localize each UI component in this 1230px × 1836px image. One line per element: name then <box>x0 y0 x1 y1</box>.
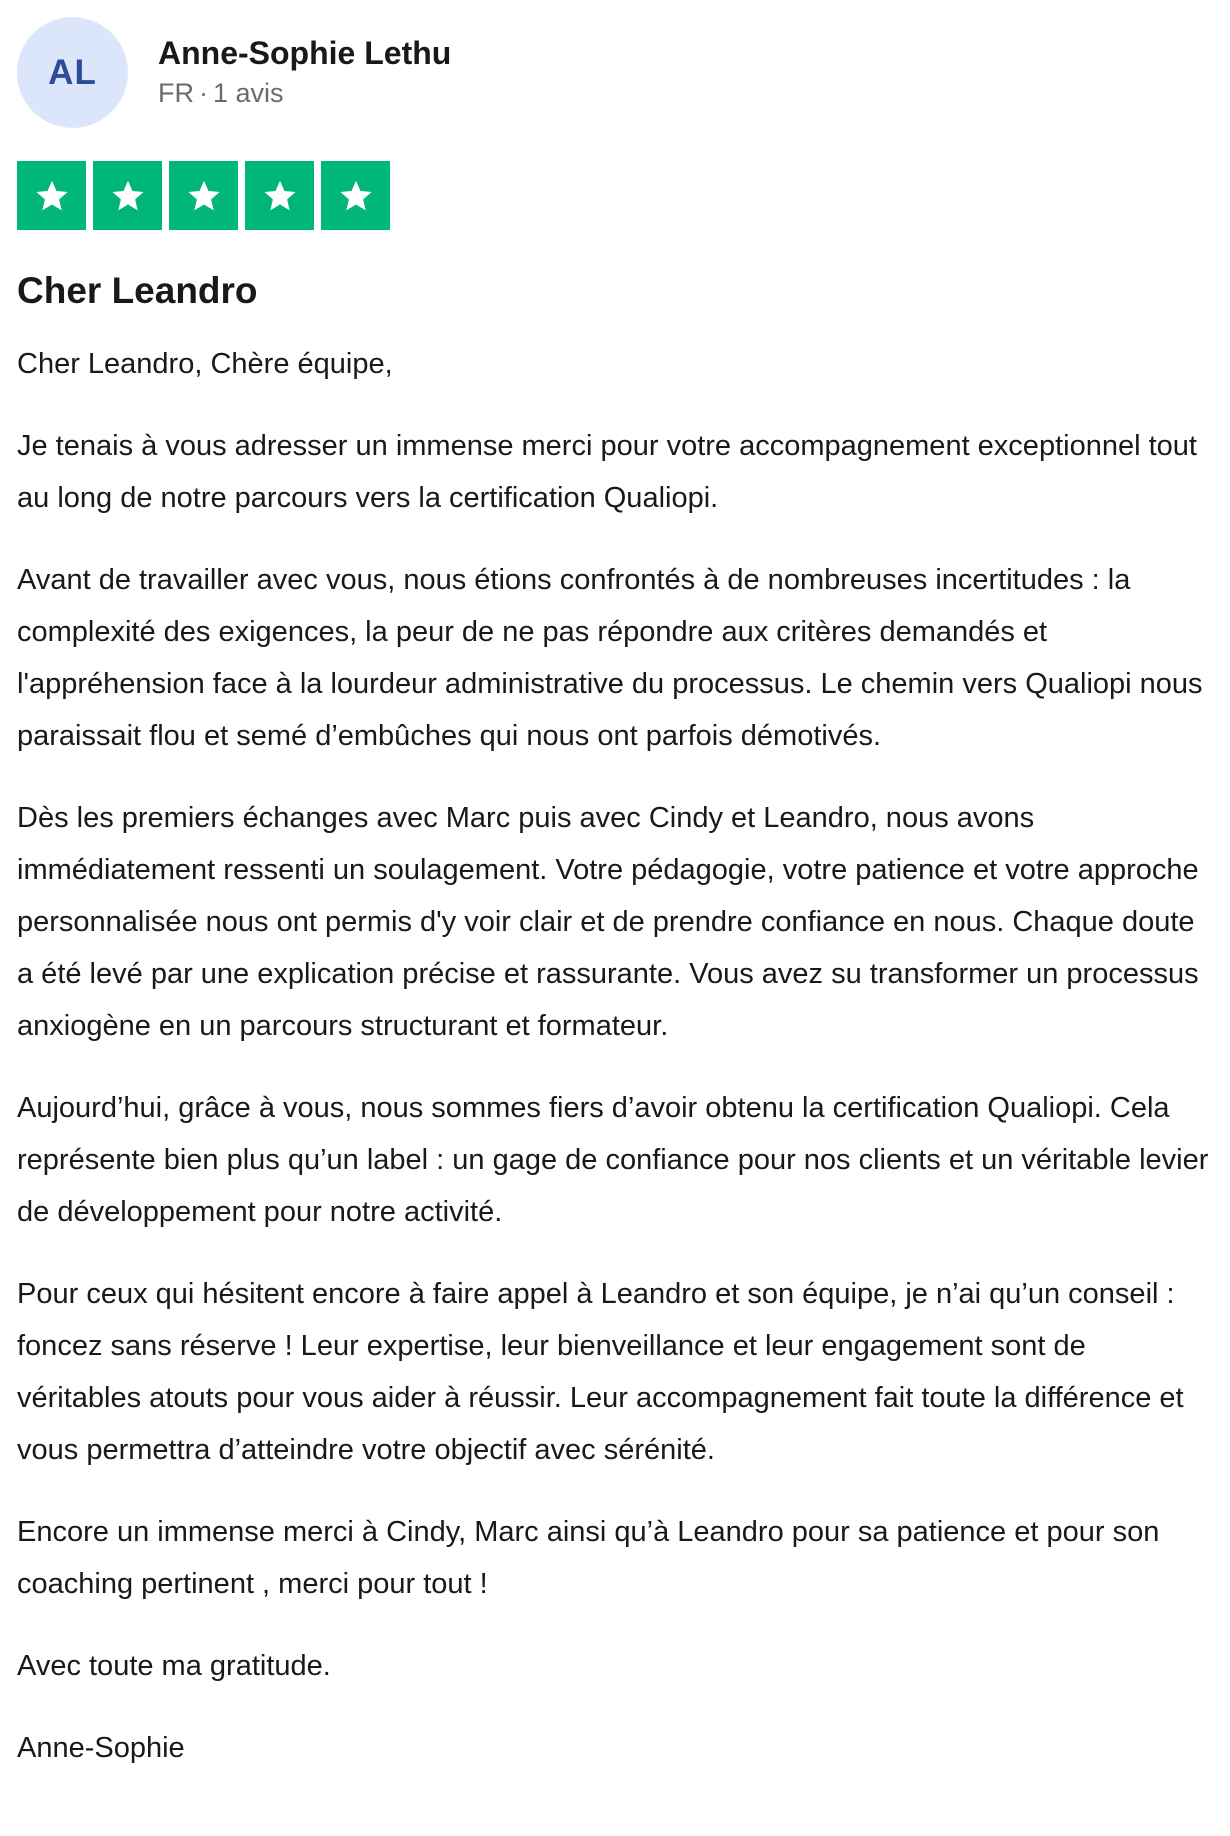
star-icon <box>321 161 390 230</box>
star-icon <box>17 161 86 230</box>
review-paragraph: Aujourd’hui, grâce à vous, nous sommes fiers d’avoir obtenu la certification Qualiopi. Cela représente bien plus qu’un label : un gage de confiance pour nos clients et un véritable levier de développement pour notre activité. <box>17 1092 1209 1228</box>
author-meta <box>158 76 451 110</box>
review-paragraph: Dès les premiers échanges avec Marc puis avec Cindy et Leandro, nous avons immédiatement ressenti un soulagement. Votre pédagogie, votre patience et votre approche personnalisée nous ont permis d'y voir clair et de prendre confiance en nous. Chaque doute a été levé par une explication précise et rassurante. Vous avez su transformer un processus anxiogène en un parcours structurant et formateur. <box>17 802 1199 1042</box>
author-name[interactable]: Anne-Sophie Lethu <box>158 34 452 71</box>
star-icon <box>245 161 314 230</box>
review-title[interactable]: Cher Leandro <box>17 270 258 311</box>
review-paragraph: Encore un immense merci à Cindy, Marc ainsi qu’à Leandro pour sa patience et pour son coaching pertinent , merci pour tout ! <box>17 1516 1160 1600</box>
review-paragraph: Cher Leandro, Chère équipe, <box>17 348 393 380</box>
author-info <box>158 33 451 110</box>
review-signature: Anne-Sophie <box>17 1732 185 1764</box>
review-paragraph: Pour ceux qui hésitent encore à faire appel à Leandro et son équipe, je n’ai qu’un conseil : foncez sans réserve ! Leur expertise, leur bienveillance et leur engagement sont de véritables atouts pour vous aider à réussir. Leur accompagnement fait toute la différence et vous permettra d’atteindre votre objectif avec sérénité. <box>17 1278 1184 1466</box>
review-paragraph: Avec toute ma gratitude. <box>17 1650 331 1682</box>
star-icon <box>93 161 162 230</box>
avatar[interactable]: AL <box>17 17 128 128</box>
review-paragraph: Avant de travailler avec vous, nous étions confrontés à de nombreuses incertitudes : la complexité des exigences, la peur de ne pas répondre aux critères demandés et l'appréhension face à la lourdeur administrative du processus. Le chemin vers Qualiopi nous paraissait flou et semé d’embûches qui nous ont parfois démotivés. <box>17 564 1203 752</box>
author-country: FR <box>158 77 194 108</box>
meta-separator: · <box>199 77 208 108</box>
star-icon <box>169 161 238 230</box>
review-header <box>17 17 1212 128</box>
star-rating <box>17 161 1212 230</box>
review-body <box>17 338 1212 1774</box>
author-review-count: 1 avis <box>213 77 284 108</box>
review-paragraph: Je tenais à vous adresser un immense merci pour votre accompagnement exceptionnel tout au long de notre parcours vers la certification Qualiopi. <box>17 430 1197 514</box>
